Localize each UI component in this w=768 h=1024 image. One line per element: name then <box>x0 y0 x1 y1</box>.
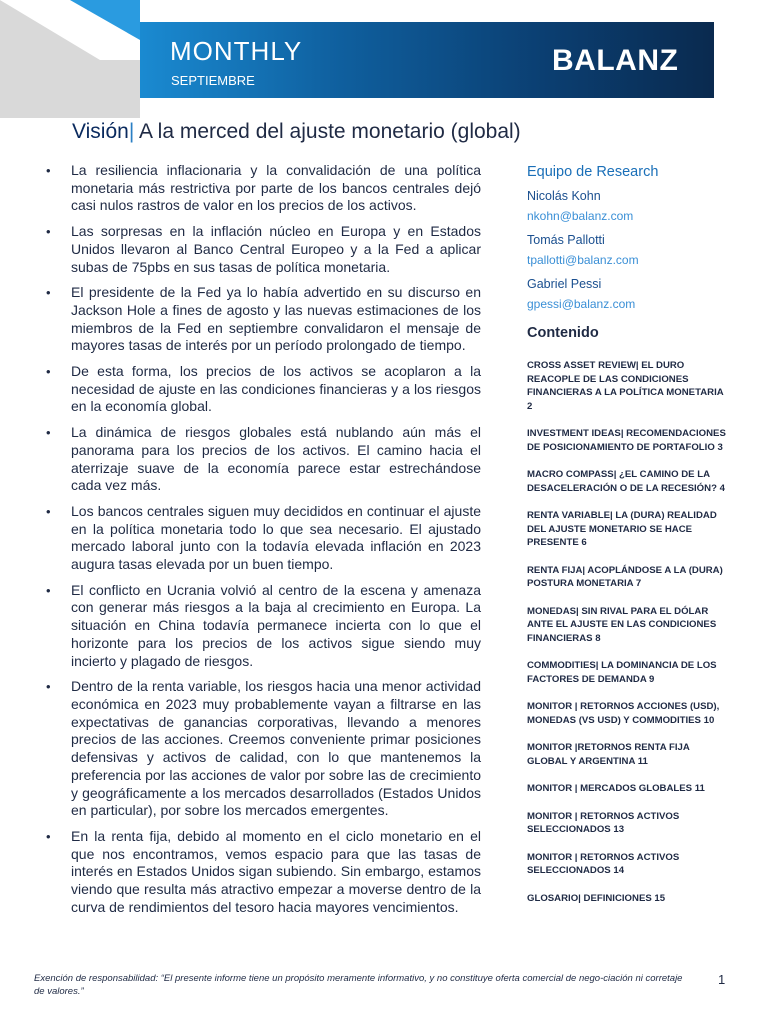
bullet-icon: • <box>46 828 51 844</box>
toc-item[interactable]: MACRO COMPASS| ¿EL CAMINO DE LA DESACELERACIÓN O DE LA RECESIÓN? 4 <box>527 469 725 494</box>
toc-item[interactable]: CROSS ASSET REVIEW| EL DURO REACOPLE DE LAS CONDICIONES FINANCIERAS A LA POLÍTICA MONETARIA 2 <box>527 360 724 412</box>
bullet-item <box>40 503 481 574</box>
toc-item[interactable]: MONITOR | MERCADOS GLOBALES 11 <box>527 783 705 794</box>
heading-separator: | <box>128 120 135 143</box>
bullet-text: La resiliencia inflacionaria y la convalidación de una política monetaria más restrictiva por parte de los bancos centrales dejó casi nulos rastros de valor en los precios de los activos. <box>71 162 481 214</box>
bullet-icon: • <box>46 425 51 441</box>
report-title: MONTHLY <box>170 36 303 66</box>
bullet-text: La dinámica de riesgos globales está nublando aún más el panorama para los precios de los activos. El camino hacia el aterrizaje suave de la economía parece estar estrechándose cada vez más. <box>71 424 481 494</box>
bullet-text: El presidente de la Fed ya lo había advertido en su discurso en Jackson Hole a fines de agosto y las nuevas estimaciones de los miembros de la Fed en septiembre convalidaron el mensaje de mayores tasas de interés por un período prolongado de tiempo. <box>71 284 481 354</box>
contents-title: Contenido <box>527 325 599 341</box>
sidebar <box>527 164 727 919</box>
bullet-text: Dentro de la renta variable, los riesgos hacia una menor actividad económica en 2023 muy probablemente vayan a filtrarse en las expectativas de ganancias corporativas, llevando a menores precios de las acciones. Creemos conveniente primar posiciones defensivas y activos de calidad, con lo que mantenemos la preferencia por las acciones de valor por sobre las de crecimiento y geográficamente a los mercados desarrollados (Estados Unidos en particular), por sobre los mercados emergentes. <box>71 678 481 819</box>
bullet-item <box>40 363 481 416</box>
toc-item[interactable]: MONITOR | RETORNOS ACCIONES (USD), MONEDAS (VS USD) Y COMMODITIES 10 <box>527 701 720 726</box>
research-team-title: Equipo de Research <box>527 164 659 180</box>
member-name: Nicolás Kohn <box>527 189 601 203</box>
page-number: 1 <box>718 972 726 987</box>
heading-text: A la merced del ajuste monetario (global) <box>134 120 521 143</box>
bullet-item <box>40 828 481 917</box>
toc-item[interactable]: MONITOR | RETORNOS ACTIVOS SELECCIONADOS 14 <box>527 851 680 876</box>
toc-item[interactable]: COMMODITIES| LA DOMINANCIA DE LOS FACTORES DE DEMANDA 9 <box>527 660 717 685</box>
toc-item[interactable]: MONEDAS| SIN RIVAL PARA EL DÓLAR ANTE EL AJUSTE EN LAS CONDICIONES FINANCIERAS 8 <box>527 605 717 644</box>
member-email-link[interactable]: gpessi@balanz.com <box>527 297 636 311</box>
bullet-item <box>40 678 481 820</box>
bullet-icon: • <box>46 163 51 178</box>
table-of-contents <box>527 359 727 905</box>
bullet-text: De esta forma, los precios de los activos se acoplaron a la necesidad de ajuste en las condiciones financieras y a los riesgos en la economía global. <box>71 363 481 415</box>
bullet-icon: • <box>46 364 51 380</box>
summary-bullets <box>40 162 481 924</box>
bullet-icon: • <box>46 285 51 301</box>
bullet-text: Los bancos centrales siguen muy decididos en continuar el ajuste en la política monetaria todo lo que sea necesario. El ajustado mercado laboral junto con la todavía elevada inflación en 2023 augura tasas elevada por un buen tiempo. <box>71 502 481 573</box>
bullet-item <box>40 424 481 495</box>
corner-decoration <box>0 0 140 118</box>
toc-item[interactable]: INVESTMENT IDEAS| RECOMENDACIONES DE POSICIONAMIENTO DE PORTAFOLIO 3 <box>527 428 726 453</box>
member-name: Gabriel Pessi <box>527 277 602 291</box>
member-email-link[interactable]: tpallotti@balanz.com <box>527 253 639 267</box>
toc-item[interactable]: RENTA FIJA| ACOPLÁNDOSE A LA (DURA) POSTURA MONETARIA 7 <box>527 564 723 589</box>
bullet-item <box>40 223 481 276</box>
bullet-text: Las sorpresas en la inflación núcleo en Europa y en Estados Unidos llevaron al Banco Central Europeo y a la Fed a aplicar subas de 75pbs en sus tasas de política monetaria. <box>71 223 481 275</box>
bullet-icon: • <box>46 503 51 519</box>
bullet-icon: • <box>46 224 51 240</box>
member-name: Tomás Pallotti <box>527 233 605 247</box>
bullet-item <box>40 284 481 355</box>
disclaimer: Exención de responsabilidad: “El presente informe tiene un propósito meramente informativo, y no constituye oferta comercial de nego-ciación ni corretaje de valores.” <box>34 973 683 997</box>
toc-item[interactable]: GLOSARIO| DEFINICIONES 15 <box>527 892 666 904</box>
page-heading <box>72 120 521 144</box>
bullet-item <box>40 162 481 215</box>
bullet-icon: • <box>46 679 51 695</box>
heading-highlight: Visión <box>72 120 129 143</box>
bullet-text: En la renta fija, debido al momento en el ciclo monetario en el que nos encontramos, vemos espacio para que las tasas de interés en Estados Unidos sigan subiendo. Sin embargo, estamos viendo que resulta más atractivo empezar a moverse dentro de la curva de rendimientos del tesoro hacia mayores vencimientos. <box>71 827 481 915</box>
bullet-icon: • <box>46 582 51 598</box>
toc-item[interactable]: MONITOR | RETORNOS ACTIVOS SELECCIONADOS 13 <box>527 810 680 835</box>
member-email-link[interactable]: nkohn@balanz.com <box>527 209 634 223</box>
bullet-text: El conflicto en Ucrania volvió al centro de la escena y amenaza con generar más riesgos a la baja al crecimiento en Europa. La situación en China todavía permanece incierta con lo que el horizonte para los precios de los activos sigue siendo muy incierto y plagado de riesgos. <box>71 581 481 669</box>
toc-item[interactable]: RENTA VARIABLE| LA (DURA) REALIDAD DEL AJUSTE MONETARIO SE HACE PRESENTE 6 <box>527 510 717 548</box>
report-month: SEPTIEMBRE <box>171 73 255 88</box>
bullet-item <box>40 582 481 671</box>
brand-logo: BALANZ <box>552 44 679 77</box>
toc-item[interactable]: MONITOR |RETORNOS RENTA FIJA GLOBAL Y ARGENTINA 11 <box>527 742 690 767</box>
